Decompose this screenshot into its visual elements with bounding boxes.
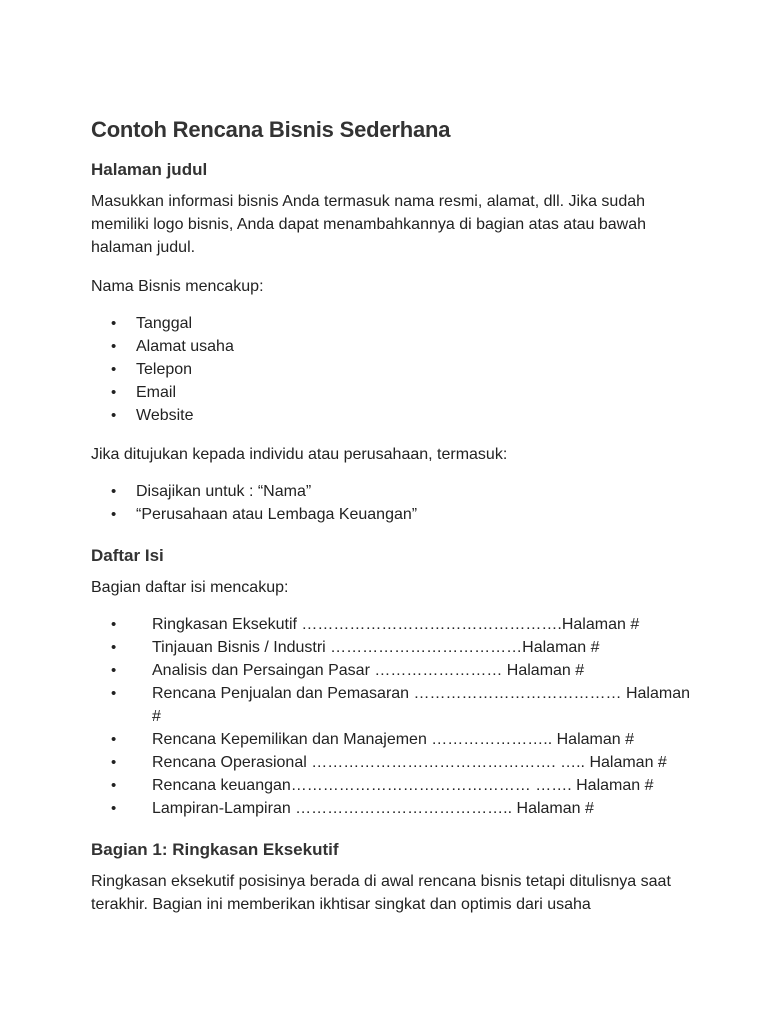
toc-intro: Bagian daftar isi mencakup:	[91, 579, 289, 596]
name-list	[91, 312, 691, 427]
part1-intro: Ringkasan eksekutif posisinya berada di awal rencana bisnis tetapi ditulisnya saat terakhir. Bagian ini memberikan ikhtisar singkat dan optimis dari usaha	[91, 873, 671, 913]
toc-item: • Ringkasan Eksekutif ………………………………………….Halaman #	[91, 613, 691, 636]
section-heading-toc: Daftar Isi	[91, 546, 164, 565]
title-page-intro: Masukkan informasi bisnis Anda termasuk nama resmi, alamat, dll. Jika sudah memiliki logo bisnis, Anda dapat menambahkannya di bagian atas atau bawah halaman judul.	[91, 193, 647, 256]
toc-item: • Analisis dan Persaingan Pasar …………………… Halaman #	[91, 659, 691, 682]
list-item: • Email	[91, 381, 691, 404]
list-item: • Telepon	[91, 358, 691, 381]
toc-item: • Rencana Operasional ………………………………………. ….. Halaman #	[91, 751, 691, 774]
document-content	[91, 116, 691, 932]
section-heading-title-page: Halaman judul	[91, 160, 208, 179]
section-heading-part1: Bagian 1: Ringkasan Eksekutif	[91, 840, 339, 859]
list-item: • Disajikan untuk : “Nama”	[91, 480, 691, 503]
document-title: Contoh Rencana Bisnis Sederhana	[91, 117, 451, 142]
toc-list	[91, 613, 691, 820]
toc-item: • Lampiran-Lampiran ………………………………….. Halaman #	[91, 797, 691, 820]
addressed-list	[91, 480, 691, 526]
toc-item: • Rencana Penjualan dan Pemasaran ………………………………… Halaman #	[91, 682, 691, 728]
addressed-label: Jika ditujukan kepada individu atau perusahaan, termasuk:	[91, 446, 508, 463]
name-label: Nama Bisnis mencakup:	[91, 278, 264, 295]
list-item: • “Perusahaan atau Lembaga Keuangan”	[91, 503, 691, 526]
list-item: • Website	[91, 404, 691, 427]
toc-item: • Rencana Kepemilikan dan Manajemen ………………….. Halaman #	[91, 728, 691, 751]
list-item: • Alamat usaha	[91, 335, 691, 358]
list-item: • Tanggal	[91, 312, 691, 335]
toc-item: • Rencana keuangan……………………………………… ……. Halaman #	[91, 774, 691, 797]
toc-item: • Tinjauan Bisnis / Industri ………………………………Halaman #	[91, 636, 691, 659]
